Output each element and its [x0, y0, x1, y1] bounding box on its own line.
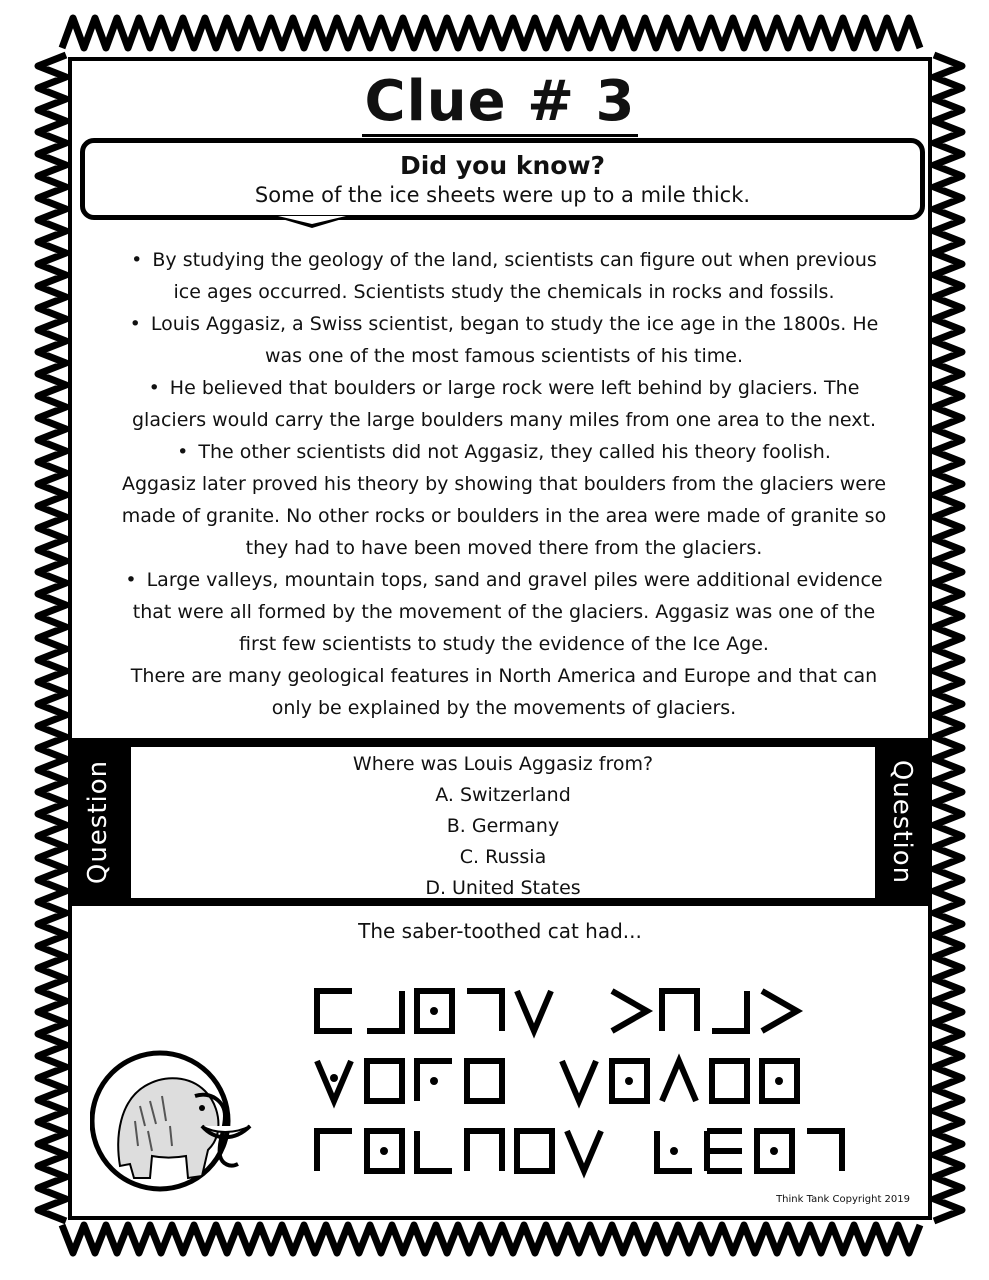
paragraph-line: ice ages occurred. Scientists study the chemicals in rocks and fossils.: [173, 281, 835, 303]
did-you-know-text: Some of the ice sheets were up to a mile thick.: [254, 183, 751, 207]
copyright-text: Think Tank Copyright 2019: [776, 1194, 910, 1205]
answer-option-a[interactable]: A. Switzerland: [435, 784, 571, 806]
cipher-row-2: [317, 1061, 797, 1101]
speech-notch: [272, 216, 352, 230]
cipher-row-1: [317, 991, 797, 1031]
paragraph-line: • Louis Aggasiz, a Swiss scientist, began to study the ice age in the 1800s. He: [129, 313, 879, 335]
did-you-know-box: [80, 138, 925, 220]
pigpen-cipher-message: [312, 976, 872, 1191]
saber-prompt: The saber-toothed cat had...: [358, 919, 642, 943]
clue-body-text: [86, 244, 922, 724]
paragraph-line: • By studying the geology of the land, scientists can figure out when previous: [131, 249, 877, 271]
paragraph-line: There are many geological features in North America and Europe and that can: [130, 665, 878, 687]
paragraph-line: made of granite. No other rocks or boulders in the area were made of granite so: [121, 505, 887, 527]
question-band: [68, 738, 932, 906]
answer-option-c[interactable]: C. Russia: [459, 846, 547, 868]
paragraph-line: Aggasiz later proved his theory by showing that boulders from the glaciers were: [121, 473, 887, 495]
title-text: Clue # 3: [362, 69, 637, 137]
question-side-label-right: Question: [887, 759, 918, 885]
did-you-know-heading: Did you know?: [399, 151, 606, 180]
paragraph-line: first few scientists to study the evidence of the Ice Age.: [239, 633, 769, 655]
question-box: [131, 747, 875, 898]
paragraph-line: • He believed that boulders or large rock were left behind by glaciers. The: [148, 377, 860, 399]
mammoth-illustration: [90, 1046, 265, 1196]
worksheet-page: [68, 57, 932, 1220]
paragraph-line: • Large valleys, mountain tops, sand and gravel piles were additional evidence: [125, 569, 883, 591]
answer-option-b[interactable]: B. Germany: [446, 815, 560, 837]
page-title: [72, 69, 928, 134]
paragraph-line: that were all formed by the movement of the glaciers. Aggasiz was one of the: [132, 601, 876, 623]
question-prompt: Where was Louis Aggasiz from?: [352, 753, 654, 775]
question-side-label-left: Question: [83, 759, 114, 885]
answer-option-d[interactable]: D. United States: [425, 877, 581, 899]
paragraph-line: only be explained by the movements of glaciers.: [271, 697, 737, 719]
paragraph-line: glaciers would carry the large boulders many miles from one area to the next.: [131, 409, 876, 431]
cipher-row-3: [317, 1131, 842, 1171]
paragraph-line: was one of the most famous scientists of his time.: [264, 345, 743, 367]
paragraph-line: • The other scientists did not Aggasiz, they called his theory foolish.: [177, 441, 831, 463]
paragraph-line: they had to have been moved there from the glaciers.: [245, 537, 763, 559]
